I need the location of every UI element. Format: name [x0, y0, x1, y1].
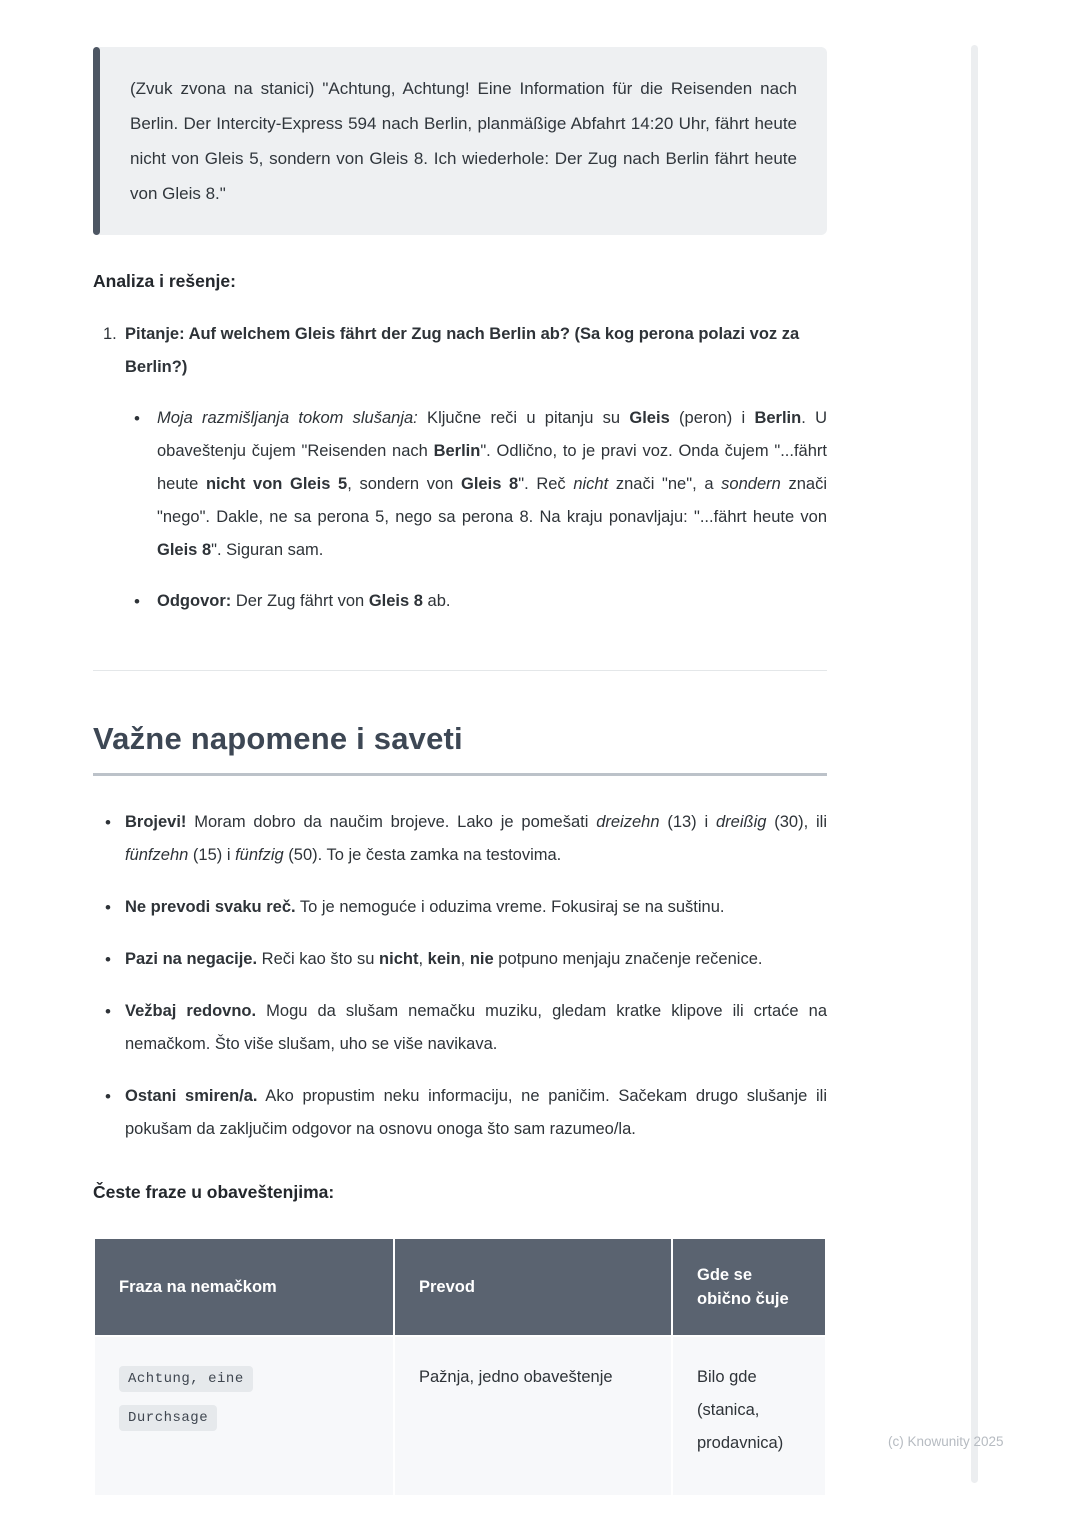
code-chip-stack: [119, 1361, 369, 1439]
bullet-marker: •: [105, 813, 111, 832]
tip-text: Ne prevodi svaku reč. To je nemoguće i oduzima vreme. Fokusiraj se na suštinu.: [125, 898, 725, 916]
bullet-marker: •: [105, 1002, 111, 1021]
tips-list: [93, 806, 827, 1146]
announcement-text: (Zvuk zvona na stanici) "Achtung, Achtung! Eine Information für die Reisenden nach Berlin. Der Intercity-Express 594 nach Berlin, planmäßige Abfahrt 14:20 Uhr, fährt heute nicht von Gleis 5, sondern von Gleis 8. Ich wiederhole: Der Zug nach Berlin fährt heute von Gleis 8.": [130, 79, 797, 203]
scrollbar[interactable]: [971, 45, 978, 1483]
page-title: Važne napomene i saveti: [93, 721, 463, 756]
code-chip: Durchsage: [119, 1405, 217, 1431]
section-divider: [93, 670, 827, 671]
bullet-marker: •: [105, 898, 111, 917]
thoughts-text: Moja razmišljanja tokom slušanja: Ključne reči u pitanju su Gleis (peron) i Berlin. U obaveštenju čujem "Reisenden nach Berlin". Odlično, to je pravi voz. Onda čujem "...fährt heute nicht von Gleis 5, sondern von Gleis 8". Reč nicht znači "ne", a sondern znači "nego". Dakle, ne sa perona 5, nego sa perona 8. Na kraju ponavljaju: "...fährt heute von Gleis 8". Siguran sam.: [157, 409, 827, 559]
analysis-heading: Analiza i rešenje:: [93, 271, 236, 291]
document-content: [93, 0, 827, 1497]
list-item: [125, 402, 827, 567]
heading-underline: [93, 773, 827, 776]
copyright-watermark: (c) Knowunity 2025: [888, 1434, 1004, 1449]
bullet-marker: •: [134, 592, 140, 611]
list-number: 1.: [103, 325, 117, 343]
tip-text: Pazi na negacije. Reči kao što su nicht, kein, nie potpuno menjaju značenje rečenice.: [125, 950, 763, 968]
announcement-blockquote: [93, 47, 827, 235]
table-header-where: Gde se obično čuje: [672, 1238, 826, 1336]
cell-german-phrase: [94, 1336, 394, 1496]
tip-text: Brojevi! Moram dobro da naučim brojeve. Lako je pomešati dreizehn (13) i dreißig (30), ili fünfzehn (15) i fünfzig (50). To je česta zamka na testovima.: [125, 813, 827, 864]
list-item: [93, 891, 827, 924]
tip-text: Vežbaj redovno. Mogu da slušam nemačku muziku, gledam kratke klipove ili crtaće na nemačkom. Što više slušam, uho se više navikava.: [125, 1002, 827, 1053]
cell-translation: Pažnja, jedno obaveštenje: [394, 1336, 672, 1496]
table-header-translation: Prevod: [394, 1238, 672, 1336]
analysis-list: [93, 318, 827, 618]
list-item: [93, 943, 827, 976]
numbered-item-body: [125, 318, 827, 618]
bullet-marker: •: [105, 950, 111, 969]
tip-text: Ostani smiren/a. Ako propustim neku informaciju, ne paničim. Sačekam drugo slušanje ili pokušam da zaključim odgovor na osnovu onoga što sam razumeo/la.: [125, 1087, 827, 1138]
table-row: [94, 1336, 826, 1496]
cell-where: Bilo gde (stanica, prodavnica): [672, 1336, 826, 1496]
list-item: [93, 995, 827, 1061]
code-chip: Achtung, eine: [119, 1366, 253, 1392]
numbered-item: [93, 318, 827, 618]
table-header-row: [94, 1238, 826, 1336]
list-item: [93, 806, 827, 872]
question-text: Pitanje: Auf welchem Gleis fährt der Zug nach Berlin ab? (Sa kog perona polazi voz za Berlin?): [125, 325, 800, 376]
bullet-marker: •: [105, 1087, 111, 1106]
list-item: [125, 585, 827, 618]
table-header-german: Fraza na nemačkom: [94, 1238, 394, 1336]
list-item: [93, 1080, 827, 1146]
bullet-marker: •: [134, 409, 140, 428]
answer-text: Odgovor: Der Zug fährt von Gleis 8 ab.: [157, 592, 451, 610]
phrases-heading: Česte fraze u obaveštenjima:: [93, 1182, 335, 1202]
phrases-table: [93, 1237, 827, 1497]
